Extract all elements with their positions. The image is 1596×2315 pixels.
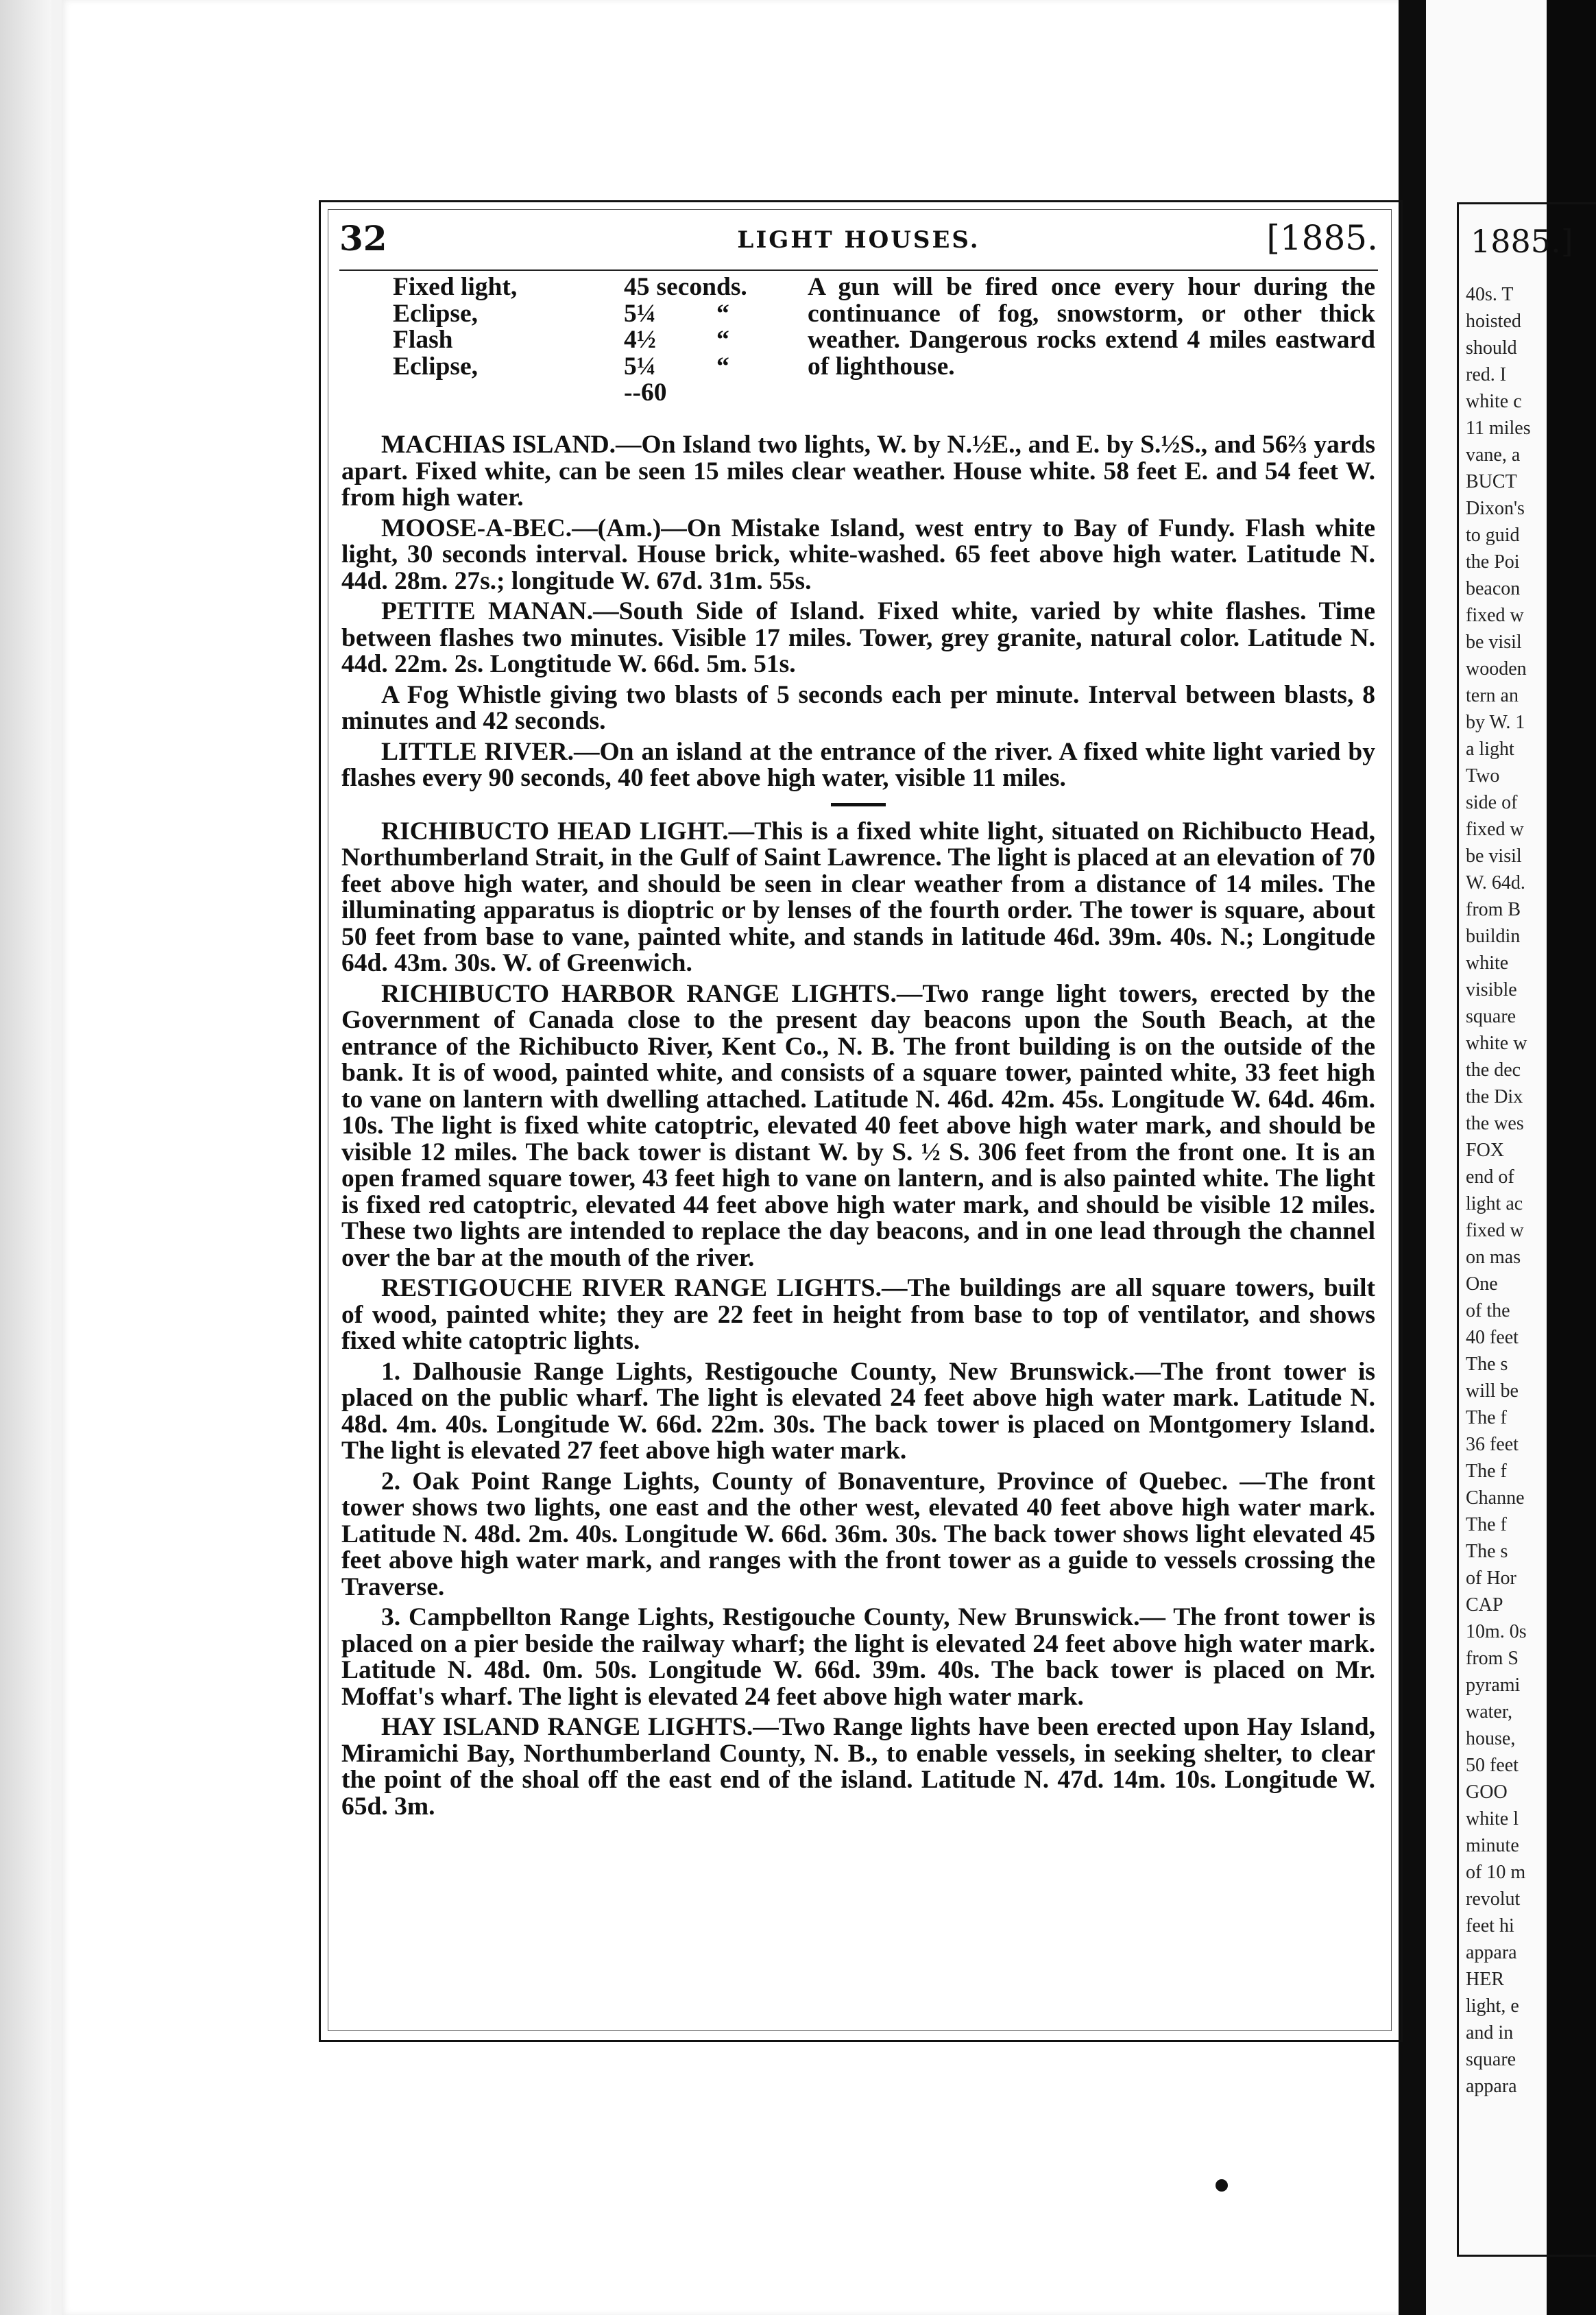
facing-page-line: appara (1466, 2076, 1517, 2097)
lighthouse-entry: RICHIBUCTO HARBOR RANGE LIGHTS.—Two range light towers, erected by the Government of Canada close to the present day beacons upon the South Beach, at the entrance of the Richibucto River, Kent Co., N. B. The front building is on the outside of the bank. It is of wood, painted white, and consists of a square tower, painted white, 33 feet high to vane on lantern with dwelling attached. Latitude N. 46d. 42m. 45s. Longitude W. 64d. 46m. 10s. The light is fixed white catoptric, elevated 40 feet above high water mark, and should be visible 12 miles. The back tower is distant W. by S. ½ S. 306 feet from the front one. It is an open framed square tower, 43 feet high to vane on lantern, and is also painted white. The light is fixed red catoptric, elevated 44 feet above high water mark, and should be visible 12 miles. These two lights are intended to replace the day beacons, and in one lead through the channel over the bar at the mouth of the river. (341, 979, 1375, 1272)
facing-page-line: square (1466, 2049, 1516, 2070)
facing-page-line: fixed w (1466, 1220, 1524, 1241)
lighthouse-entry: RICHIBUCTO HEAD LIGHT.—This is a fixed white light, situated on Richibucto Head, Northumberland Strait, in the Gulf of Saint Lawrence. The light is placed at an elevation of 70 feet above high water, and should be seen in clear weather from a distance of 14 miles. The illuminating apparatus is dioptric or by lenses of the fourth order. The tower is square, about 50 feet from base to vane, painted white, and stands in latitude 46d. 39m. 40s. N.; Longitude 64d. 43m. 30s. W. of Greenwich. (341, 817, 1375, 977)
facing-page-line: house, (1466, 1728, 1516, 1749)
fog-value-unit: seconds. (656, 273, 747, 301)
fog-value-number: 5¼ (624, 352, 656, 381)
fog-signal-table (341, 274, 1375, 432)
facing-page-line: Dixon's (1466, 498, 1525, 519)
fog-total: --60 (624, 379, 667, 407)
lighthouse-entry: RESTIGOUCHE RIVER RANGE LIGHTS.—The buildings are all square towers, built of wood, painted white; they are 22 feet in height from base to top of ventilator, and shows fixed white catoptric lights. (341, 1274, 1375, 1355)
scan-left-edge (0, 0, 51, 2315)
facing-page-text (1466, 281, 1582, 2100)
facing-page-line: minute (1466, 1835, 1519, 1856)
facing-page-line: white w (1466, 1033, 1527, 1054)
lighthouse-entry: LITTLE RIVER.—On an island at the entrance of the river. A fixed white light varied by flashes every 90 seconds, 40 feet above high water, visible 11 miles. (341, 737, 1375, 792)
facing-page-line: white c (1466, 391, 1522, 412)
facing-page-line: CAP (1466, 1594, 1503, 1616)
fog-signal-note: A gun will be fired once every hour during the continuance of fog, snowstorm, or other thick weather. Dangerous rocks extend 4 miles eastward of lighthouse. (808, 273, 1375, 381)
facing-page-line: Two (1466, 765, 1500, 787)
facing-page-line: appara (1466, 1942, 1517, 1963)
facing-page-line: be visil (1466, 845, 1522, 867)
facing-page-line: buildin (1466, 926, 1521, 947)
book-gutter (1399, 0, 1426, 2315)
fog-value-unit: “ (716, 352, 729, 381)
facing-page-line: hoisted (1466, 311, 1521, 332)
facing-page-line: One (1466, 1273, 1498, 1295)
facing-page-line: The f (1466, 1514, 1507, 1535)
fog-value-number: 4½ (624, 326, 656, 354)
facing-page (1426, 0, 1573, 2315)
fog-signal-values (624, 274, 747, 407)
range-light-item: 2. Oak Point Range Lights, County of Bonaventure, Province of Quebec. —The front tower shows two lights, one east and the other west, elevated 40 feet above high water mark. Latitude N. 48d. 2m. 40s. Longitude W. 66d. 36m. 30s. The back tower shows light elevated 45 feet above high water mark, and ranges with the front tower as a guide to vessels crossing the Traverse. (341, 1467, 1375, 1601)
facing-page-line: The s (1466, 1541, 1508, 1562)
facing-page-line: the dec (1466, 1059, 1521, 1081)
fog-label: Eclipse, (393, 352, 478, 381)
facing-page-line: of Hor (1466, 1568, 1516, 1589)
fog-value-unit: “ (716, 326, 729, 354)
fog-label: Fixed light, (393, 273, 518, 301)
running-title: LIGHT HOUSES. (737, 226, 980, 254)
facing-page-line: the Dix (1466, 1086, 1523, 1107)
facing-page-line: the wes (1466, 1113, 1524, 1134)
fog-value-row (624, 354, 747, 381)
section-rule (831, 803, 886, 806)
facing-page-line: The s (1466, 1354, 1508, 1375)
facing-page-line: The f (1466, 1461, 1507, 1482)
facing-page-line: square (1466, 1006, 1516, 1027)
facing-page-line: the Poi (1466, 551, 1520, 573)
facing-page-line: 50 feet (1466, 1755, 1519, 1776)
facing-page-line: of 10 m (1466, 1862, 1526, 1883)
facing-page-line: red. I (1466, 364, 1507, 385)
facing-page-line: beacon (1466, 578, 1521, 599)
fog-label: Eclipse, (393, 299, 478, 328)
facing-page-line: fixed w (1466, 605, 1524, 626)
fog-value-row (624, 327, 747, 354)
facing-page-line: a light (1466, 739, 1514, 760)
facing-page-line: will be (1466, 1380, 1519, 1402)
facing-page-line: white (1466, 952, 1509, 974)
facing-page-header: 1885.] (1471, 223, 1573, 260)
fog-value-number: 45 (624, 273, 650, 301)
page-body (341, 274, 1375, 1824)
facing-page-line: on mas (1466, 1247, 1521, 1268)
facing-page-line: by W. 1 (1466, 712, 1525, 733)
facing-page-line: The f (1466, 1407, 1507, 1428)
facing-page-line: fixed w (1466, 819, 1524, 840)
range-light-item: 1. Dalhousie Range Lights, Restigouche County, New Brunswick.—The front tower is placed on the public wharf. The light is elevated 24 feet above high water mark. Latitude N. 48d. 4m. 40s. Longitude W. 66d. 22m. 30s. The back tower is placed on Montgomery Island. The light is elevated 27 feet above high water mark. (341, 1357, 1375, 1465)
fog-value-unit: “ (716, 299, 729, 328)
page-number: 32 (339, 218, 387, 259)
facing-page-line: 11 miles (1466, 418, 1531, 439)
facing-page-line: water, (1466, 1701, 1513, 1723)
facing-page-line: vane, a (1466, 444, 1521, 466)
facing-page-line: W. 64d. (1466, 872, 1525, 893)
fog-value-number: 5¼ (624, 299, 656, 328)
facing-page-line: HER (1466, 1969, 1504, 1990)
facing-page-line: feet hi (1466, 1915, 1514, 1936)
facing-page-line: pyrami (1466, 1675, 1521, 1696)
header-year: [1885. (1266, 218, 1378, 258)
range-light-item: 3. Campbellton Range Lights, Restigouche County, New Brunswick.— The front tower is placed on a pier beside the railway wharf; the light is elevated 24 feet above high water mark. Latitude N. 48d. 0m. 50s. Longitude W. 66d. 39m. 40s. The back tower is placed on Mr. Moffat's wharf. The light is elevated 24 feet above high water mark. (341, 1603, 1375, 1711)
header-rule (339, 269, 1378, 271)
facing-page-line: revolut (1466, 1888, 1521, 1910)
facing-page-line: tern an (1466, 685, 1519, 706)
facing-page-line: from B (1466, 899, 1521, 920)
facing-page-line: 36 feet (1466, 1434, 1519, 1455)
facing-page-line: be visil (1466, 632, 1522, 653)
facing-page-line: to guid (1466, 525, 1520, 546)
facing-page-line: BUCT (1466, 471, 1517, 492)
fog-label: Flash (393, 326, 453, 354)
fog-value-row (624, 301, 747, 328)
facing-page-line: from S (1466, 1648, 1519, 1669)
fog-signal-labels (393, 274, 517, 380)
lighthouse-entry: PETITE MANAN.—South Side of Island. Fixed white, varied by white flashes. Time between flashes two minutes. Visible 17 miles. Tower, grey granite, natural color. Latitude N. 44d. 22m. 2s. Longtitude W. 66d. 5m. 51s. (341, 597, 1375, 678)
facing-page-line: side of (1466, 792, 1518, 813)
facing-page-line: wooden (1466, 658, 1527, 680)
fog-value-row (624, 274, 747, 301)
facing-page-line: 40 feet (1466, 1327, 1519, 1348)
lighthouse-entry: MOOSE-A-BEC.—(Am.)—On Mistake Island, west entry to Bay of Fundy. Flash white light, 30 seconds interval. House brick, white-washed. 65 feet above high water. Latitude N. 44d. 28m. 27s.; longitude W. 67d. 31m. 55s. (341, 514, 1375, 595)
facing-page-line: 40s. T (1466, 284, 1514, 305)
facing-page-line: end of (1466, 1166, 1514, 1188)
facing-page-line: light ac (1466, 1193, 1523, 1214)
lighthouse-entry: HAY ISLAND RANGE LIGHTS.—Two Range lights have been erected upon Hay Island, Miramichi Bay, Northumberland County, N. B., to enable vessels, in seeking shelter, to clear the point of the shoal off the east end of the island. Latitude N. 47d. 14m. 10s. Longitude W. 65d. 3m. (341, 1713, 1375, 1821)
facing-page-line: visible (1466, 979, 1517, 1000)
page-header (339, 218, 1378, 266)
facing-page-line: 10m. 0s (1466, 1621, 1527, 1642)
ink-spot (1216, 2179, 1228, 2192)
facing-page-line: of the (1466, 1300, 1510, 1321)
facing-page-line: FOX (1466, 1140, 1505, 1161)
lighthouse-entry-note: A Fog Whistle giving two blasts of 5 seconds each per minute. Interval between blasts, 8 minutes and 42 seconds. (341, 680, 1375, 735)
facing-page-line: light, e (1466, 1995, 1519, 2017)
lighthouse-entry: MACHIAS ISLAND.—On Island two lights, W. by N.½E., and E. by S.½S., and 56⅔ yards apart. Fixed white, can be seen 15 miles clear weather. House white. 58 feet E. and 54 feet W. from high water. (341, 431, 1375, 512)
facing-page-line: and in (1466, 2022, 1514, 2043)
facing-page-line: GOO (1466, 1782, 1508, 1803)
facing-page-line: white l (1466, 1808, 1519, 1830)
facing-page-line: should (1466, 337, 1517, 359)
facing-page-line: Channe (1466, 1487, 1525, 1509)
